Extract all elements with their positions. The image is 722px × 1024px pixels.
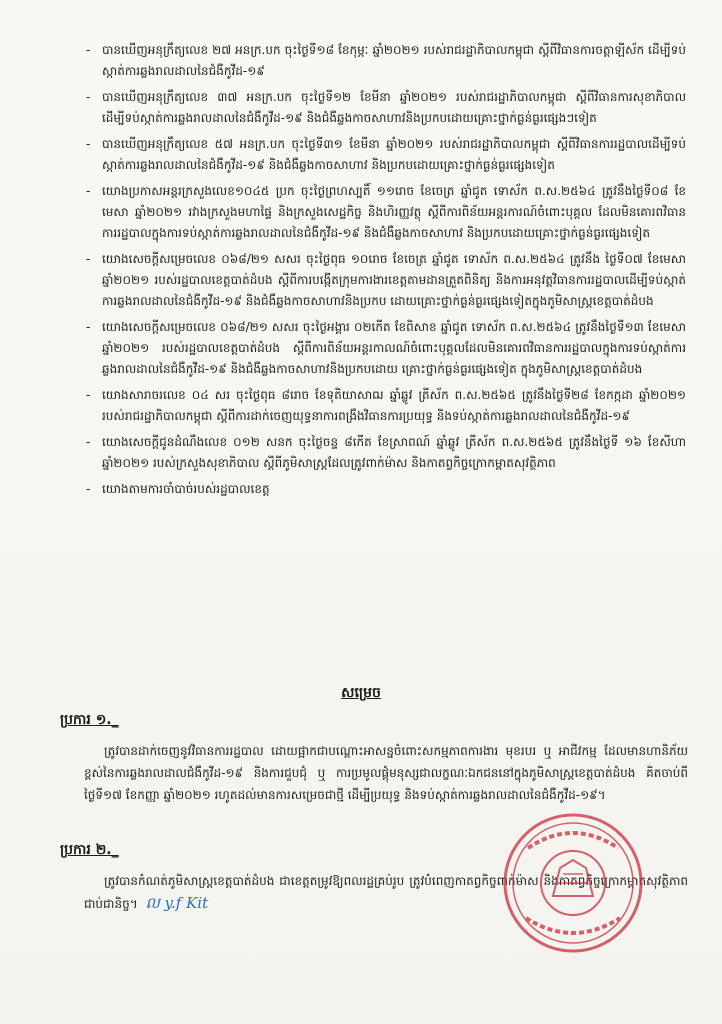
bullet-text: យោងប្រកាសអន្តរក្រសួងលេខ១០៤៥ ប្រក ចុះថ្ងៃព្រហស្បតិ៍ ១១រោច ខែចេត្រ ឆ្នាំជូត ទោស័ក ព.ស.២៥៦៤ ត្រូវនឹងថ្ងៃទី០៨ ខែមេសា ឆ្នាំ២០២១ រវាងក្រសួងមហាផ្ទៃ និងក្រសួងសេដ្ឋកិច្ច និងហិរញ្ញវត្ថុ ស្តីពីការពិន័យអន្តរការណ៍ចំពោះបុគ្គល ដែលមិនគោរពវិធានការរដ្ឋបាលក្នុងការទប់ស្កាត់ការឆ្លងរាលដាលនៃជំងឺកូវីដ-១៩ និងជំងឺឆ្លងកាចសាហាវ និងប្រកបដោយគ្រោះថ្នាក់ធ្ងន់ធ្ងរផ្សេងទៀត [102, 184, 686, 240]
list-item: - បានឃើញអនុក្រឹត្យលេខ ៣៧ អនក្រ.បក ចុះថ្ងៃទី១២ ខែមីនា ឆ្នាំ២០២១ របស់រាជរដ្ឋាភិបាលកម្ពុជា ស្តីពីវិធានការសុខាភិបាល ដើម្បីទប់ស្កាត់ការឆ្លងរាលដាលនៃជំងឺកូវីដ-១៩ និងជំងឺឆ្លងកាចសាហាវនិងប្រកបដោយគ្រោះថ្នាក់ធ្ងន់ធ្ងរផ្សេងៗទៀត [86, 90, 686, 125]
handwritten-signature: ល y.f Kit [145, 894, 209, 912]
bullet-text: យោងតាមការចាំបាច់របស់រដ្ឋបាលខេត្ត [102, 482, 270, 496]
bullet-text: យោងសេចក្តីសម្រេចលេខ ០៦៨/២១ សសរ ចុះថ្ងៃពុធ ១០រោច ខែចេត្រ ឆ្នាំជូត ទោស័ក ព.ស.២៥៦៤ ត្រូវនឹង ថ្ងៃទី០៧ ខែមេសា ឆ្នាំ២០២១ របស់រដ្ឋបាលខេត្តបាត់ដំបង ស្តីពីការបង្កើតក្រុមការងារខេត្តតាមដានត្រួតពិនិត្យ និងការអនុវត្តវិធានការរដ្ឋបាលដើម្បីទប់ស្កាត់ការឆ្លងរាលដាលនៃជំងឺកូវីដ-១៩ និងជំងឺឆ្លងកាចសាហាវនិងប្រកប ដោយគ្រោះថ្នាក់ធ្ងន់ធ្ងរផ្សេងទៀតក្នុងភូមិសាស្ត្រខេត្តបាត់ដំបង [102, 252, 686, 308]
decision-title: សម្រេច [341, 685, 381, 701]
preamble-list [86, 40, 686, 505]
bullet-text: បានឃើញអនុក្រឹត្យលេខ ៥៧ អនក្រ.បក ចុះថ្ងៃទី៣១ ខែមីនា ឆ្នាំ២០២១ របស់រាជរដ្ឋាភិបាលកម្ពុជា ស្តីពីវិធានការរដ្ឋបាលដើម្បីទប់ស្កាត់ការឆ្លងរាលដាលនៃជំងឺកូវីដ-១៩ និងជំងឺឆ្លងកាចសាហាវ និងប្រកបដោយគ្រោះថ្នាក់ធ្ងន់ធ្ងរផ្សេងទៀត [102, 137, 686, 172]
list-item: - យោងសារាចរលេខ ០៤ សរ ចុះថ្ងៃពុធ ៨រោច ខែទុតិយាសាឍ ឆ្នាំឆ្លូវ ត្រីស័ក ព.ស.២៥៦៥ ត្រូវនឹងថ្ងៃទី២៨ ខែកក្កដា ឆ្នាំ២០២១ របស់រាជរដ្ឋាភិបាលកម្ពុជា ស្តីពីការដាក់ចេញយុទ្ធនាការពង្រឹងវិធានការប្រយុទ្ធ និងទប់ស្កាត់ការឆ្លងរាលដាលនៃជំងឺកូវីដ-១៩ [86, 388, 686, 423]
bullet-text: បានឃើញអនុក្រឹត្យលេខ ២៧ អនក្រ.បក ចុះថ្ងៃទី១៨ ខែកុម្ភៈ ឆ្នាំ២០២១ របស់រាជរដ្ឋាភិបាលកម្ពុជា ស្តីពីវិធានការចត្តាឡីស័ក ដើម្បីទប់ស្កាត់ការឆ្លងរាលដាលនៃជំងឺកូវីដ-១៩ [102, 43, 686, 78]
list-item: - យោងប្រកាសអន្តរក្រសួងលេខ១០៤៥ ប្រក ចុះថ្ងៃព្រហស្បតិ៍ ១១រោច ខែចេត្រ ឆ្នាំជូត ទោស័ក ព.ស.២៥៦៤ ត្រូវនឹងថ្ងៃទី០៨ ខែមេសា ឆ្នាំ២០២១ រវាងក្រសួងមហាផ្ទៃ និងក្រសួងសេដ្ឋកិច្ច និងហិរញ្ញវត្ថុ ស្តីពីការពិន័យអន្តរការណ៍ចំពោះបុគ្គល ដែលមិនគោរពវិធានការរដ្ឋបាលក្នុងការទប់ស្កាត់ការឆ្លងរាលដាលនៃជំងឺកូវីដ-១៩ និងជំងឺឆ្លងកាចសាហាវ និងប្រកបដោយគ្រោះថ្នាក់ធ្ងន់ធ្ងរផ្សេងទៀត [86, 184, 686, 240]
article-2-heading: ប្រការ ២._ [60, 842, 119, 858]
list-item: - យោងសេចក្តីសម្រេចលេខ ០៦៨/២១ សសរ ចុះថ្ងៃអង្គារ ០២កើត ខែពិសាខ ឆ្នាំជូត ទោស័ក ព.ស.២៥៦៤ ត្រូវនឹងថ្ងៃទី១៣ ខែមេសា ឆ្នាំ២០២១ របស់រដ្ឋបាលខេត្តបាត់ដំបង ស្តីពីការពិន័យអន្តរកាលណ៍ចំពោះបុគ្គលដែលមិនគោរពវិធានការរដ្ឋបាលក្នុងការទប់ស្កាត់ការឆ្លងរាលដាលនៃជំងឺកូវីដ-១៩ និងជំងឺឆ្លងកាចសាហាវនិងប្រកបដោយ គ្រោះថ្នាក់ធ្ងន់ធ្ងរផ្សេងទៀត ក្នុងភូមិសាស្ត្រខេត្តបាត់ដំបង [86, 320, 686, 376]
article-2-body: ត្រូវបានកំណត់ភូមិសាស្ត្រខេត្តបាត់ដំបង ជាខេត្តតម្រូវឱ្យពលរដ្ឋគ្រប់រូប ត្រូវបំពេញកាតព្វកិច្ចពាក់ម៉ាស និងកាតព្វកិច្ចក្រោកម្ពាតសុវត្ថិភាពជាប់ជានិច្ច។ [84, 874, 688, 911]
list-item: - បានឃើញអនុក្រឹត្យលេខ ៥៧ អនក្រ.បក ចុះថ្ងៃទី៣១ ខែមីនា ឆ្នាំ២០២១ របស់រាជរដ្ឋាភិបាលកម្ពុជា ស្តីពីវិធានការរដ្ឋបាលដើម្បីទប់ស្កាត់ការឆ្លងរាលដាលនៃជំងឺកូវីដ-១៩ និងជំងឺឆ្លងកាចសាហាវ និងប្រកបដោយគ្រោះថ្នាក់ធ្ងន់ធ្ងរផ្សេងទៀត [86, 137, 686, 172]
list-item: - បានឃើញអនុក្រឹត្យលេខ ២៧ អនក្រ.បក ចុះថ្ងៃទី១៨ ខែកុម្ភៈ ឆ្នាំ២០២១ របស់រាជរដ្ឋាភិបាលកម្ពុជា ស្តីពីវិធានការចត្តាឡីស័ក ដើម្បីទប់ស្កាត់ការឆ្លងរាលដាលនៃជំងឺកូវីដ-១៩ [86, 43, 686, 78]
official-stamp [498, 808, 648, 958]
bullet-text: បានឃើញអនុក្រឹត្យលេខ ៣៧ អនក្រ.បក ចុះថ្ងៃទី១២ ខែមីនា ឆ្នាំ២០២១ របស់រាជរដ្ឋាភិបាលកម្ពុជា ស្តីពីវិធានការសុខាភិបាល ដើម្បីទប់ស្កាត់ការឆ្លងរាលដាលនៃជំងឺកូវីដ-១៩ និងជំងឺឆ្លងកាចសាហាវនិងប្រកបដោយគ្រោះថ្នាក់ធ្ងន់ធ្ងរផ្សេងៗទៀត [102, 90, 686, 125]
bullet-text: យោងសារាចរលេខ ០៤ សរ ចុះថ្ងៃពុធ ៨រោច ខែទុតិយាសាឍ ឆ្នាំឆ្លូវ ត្រីស័ក ព.ស.២៥៦៥ ត្រូវនឹងថ្ងៃទី២៨ ខែកក្កដា ឆ្នាំ២០២១ របស់រាជរដ្ឋាភិបាលកម្ពុជា ស្តីពីការដាក់ចេញយុទ្ធនាការពង្រឹងវិធានការប្រយុទ្ធ និងទប់ស្កាត់ការឆ្លងរាលដាលនៃជំងឺកូវីដ-១៩ [102, 388, 686, 423]
list-item: - យោងតាមការចាំបាច់របស់រដ្ឋបាលខេត្ត [86, 482, 270, 496]
stamp-seal-icon [498, 808, 648, 958]
article-1-body: ត្រូវបានដាក់ចេញនូវវិធានការរដ្ឋបាល ដោយផ្អាកជាបណ្តោះអាសន្នចំពោះសកម្មភាពការងារ មុខរបរ ឬ អាជីវកម្ម ដែលមានហានិភ័យខ្ពស់នៃការឆ្លងរាលដាលជំងឺកូវីដ-១៩ និងការជួបជុំ ឬ ការប្រមូលផ្តុំមនុស្សជាលក្ខណៈឯកជននៅក្នុងភូមិសាស្ត្រខេត្តបាត់ដំបង គិតចាប់ពីថ្ងៃទី១៧ ខែកញ្ញា ឆ្នាំ២០២១ រហូតដល់មានការសម្រេចជាថ្មី ដើម្បីប្រយុទ្ធ និងទប់ស្កាត់ការឆ្លងរាលដាលនៃជំងឺកូវីដ-១៩។ [84, 744, 688, 802]
list-item: - យោងសេចក្តីសម្រេចលេខ ០៦៨/២១ សសរ ចុះថ្ងៃពុធ ១០រោច ខែចេត្រ ឆ្នាំជូត ទោស័ក ព.ស.២៥៦៤ ត្រូវនឹង ថ្ងៃទី០៧ ខែមេសា ឆ្នាំ២០២១ របស់រដ្ឋបាលខេត្តបាត់ដំបង ស្តីពីការបង្កើតក្រុមការងារខេត្តតាមដានត្រួតពិនិត្យ និងការអនុវត្តវិធានការរដ្ឋបាលដើម្បីទប់ស្កាត់ការឆ្លងរាលដាលនៃជំងឺកូវីដ-១៩ និងជំងឺឆ្លងកាចសាហាវនិងប្រកប ដោយគ្រោះថ្នាក់ធ្ងន់ធ្ងរផ្សេងទៀតក្នុងភូមិសាស្ត្រខេត្តបាត់ដំបង [86, 252, 686, 308]
bullet-text: យោងសេចក្តីជូនដំណឹងលេខ ០១២ សនក ចុះថ្ងៃចន្ទ ៨កើត ខែស្រាពណ៍ ឆ្នាំឆ្លូវ ត្រីស័ក ព.ស.២៥៦៥ ត្រូវនឹងថ្ងៃទី ១៦ ខែសីហា ឆ្នាំ២០២១ របស់ក្រសួងសុខាភិបាល ស្តីពីភូមិសាស្ត្រដែលត្រូវពាក់ម៉ាស និងកាតព្វកិច្ចក្រោកម្ពាតសុវត្ថិភាព [102, 435, 686, 470]
list-item: - យោងសេចក្តីជូនដំណឹងលេខ ០១២ សនក ចុះថ្ងៃចន្ទ ៨កើត ខែស្រាពណ៍ ឆ្នាំឆ្លូវ ត្រីស័ក ព.ស.២៥៦៥ ត្រូវនឹងថ្ងៃទី ១៦ ខែសីហា ឆ្នាំ២០២១ របស់ក្រសួងសុខាភិបាល ស្តីពីភូមិសាស្ត្រដែលត្រូវពាក់ម៉ាស និងកាតព្វកិច្ចក្រោកម្ពាតសុវត្ថិភាព [86, 435, 686, 470]
article-1-heading: ប្រការ ១._ [60, 712, 119, 728]
bullet-text: យោងសេចក្តីសម្រេចលេខ ០៦៨/២១ សសរ ចុះថ្ងៃអង្គារ ០២កើត ខែពិសាខ ឆ្នាំជូត ទោស័ក ព.ស.២៥៦៤ ត្រូវនឹងថ្ងៃទី១៣ ខែមេសា ឆ្នាំ២០២១ របស់រដ្ឋបាលខេត្តបាត់ដំបង ស្តីពីការពិន័យអន្តរកាលណ៍ចំពោះបុគ្គលដែលមិនគោរពវិធានការរដ្ឋបាលក្នុងការទប់ស្កាត់ការឆ្លងរាលដាលនៃជំងឺកូវីដ-១៩ និងជំងឺឆ្លងកាចសាហាវនិងប្រកបដោយ គ្រោះថ្នាក់ធ្ងន់ធ្ងរផ្សេងទៀត ក្នុងភូមិសាស្ត្រខេត្តបាត់ដំបង [102, 320, 686, 376]
